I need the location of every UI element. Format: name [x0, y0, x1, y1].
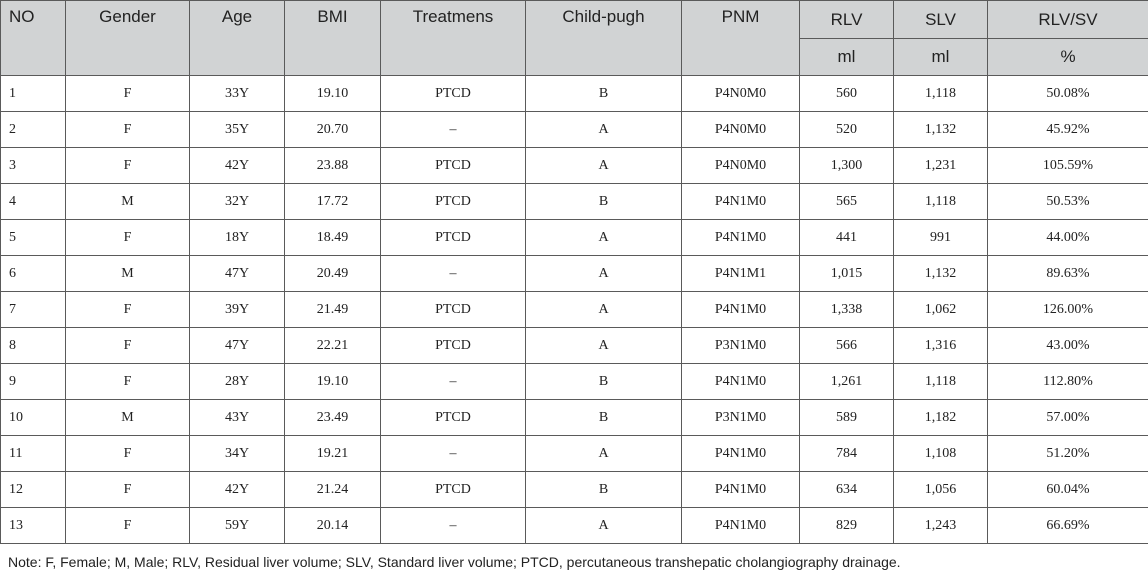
cell-slv: 1,132: [894, 112, 988, 148]
cell-slv: 1,056: [894, 472, 988, 508]
cell-treatment: PTCD: [381, 400, 526, 436]
cell-rlv-sv: 105.59%: [988, 148, 1148, 184]
cell-rlv-sv: 112.80%: [988, 364, 1148, 400]
table-footnote: Note: F, Female; M, Male; RLV, Residual liver volume; SLV, Standard liver volume; PTCD, percutaneous transhepatic cholangiography drainage.: [8, 554, 901, 570]
cell-rlv: 589: [800, 400, 894, 436]
table-row: [1, 112, 1148, 148]
cell-bmi: 22.21: [285, 328, 381, 364]
table-row: [1, 220, 1148, 256]
table-row: [1, 436, 1148, 472]
cell-age: 39Y: [190, 292, 285, 328]
header-pnm: PNM: [682, 1, 800, 76]
cell-rlv-sv: 50.08%: [988, 76, 1148, 112]
cell-rlv: 1,338: [800, 292, 894, 328]
cell-bmi: 23.49: [285, 400, 381, 436]
table-row: [1, 508, 1148, 544]
cell-treatment: –: [381, 112, 526, 148]
cell-rlv: 565: [800, 184, 894, 220]
cell-age: 34Y: [190, 436, 285, 472]
cell-bmi: 19.10: [285, 364, 381, 400]
cell-bmi: 20.49: [285, 256, 381, 292]
cell-bmi: 18.49: [285, 220, 381, 256]
cell-rlv: 634: [800, 472, 894, 508]
cell-bmi: 20.70: [285, 112, 381, 148]
table-row: [1, 184, 1148, 220]
cell-treatment: –: [381, 256, 526, 292]
cell-child-pugh: B: [526, 400, 682, 436]
cell-gender: F: [66, 76, 190, 112]
cell-pnm: P4N1M0: [682, 472, 800, 508]
cell-bmi: 23.88: [285, 148, 381, 184]
cell-rlv-sv: 43.00%: [988, 328, 1148, 364]
cell-treatment: PTCD: [381, 76, 526, 112]
cell-treatment: –: [381, 508, 526, 544]
header-rlv-sv: RLV/SV: [988, 1, 1148, 39]
cell-treatment: PTCD: [381, 292, 526, 328]
header-treatments: Treatmens: [381, 1, 526, 76]
cell-no: 1: [1, 76, 66, 112]
cell-gender: F: [66, 436, 190, 472]
cell-slv: 1,132: [894, 256, 988, 292]
cell-rlv: 1,015: [800, 256, 894, 292]
cell-child-pugh: B: [526, 184, 682, 220]
cell-bmi: 21.49: [285, 292, 381, 328]
cell-bmi: 20.14: [285, 508, 381, 544]
cell-age: 42Y: [190, 148, 285, 184]
cell-child-pugh: A: [526, 112, 682, 148]
cell-gender: F: [66, 508, 190, 544]
cell-no: 10: [1, 400, 66, 436]
table-row: [1, 76, 1148, 112]
cell-no: 13: [1, 508, 66, 544]
header-bmi: BMI: [285, 1, 381, 76]
cell-rlv: 784: [800, 436, 894, 472]
cell-child-pugh: A: [526, 256, 682, 292]
cell-rlv-sv: 89.63%: [988, 256, 1148, 292]
cell-rlv: 1,300: [800, 148, 894, 184]
table-row: [1, 364, 1148, 400]
cell-rlv-sv: 57.00%: [988, 400, 1148, 436]
unit-rlv-sv: %: [988, 39, 1148, 76]
cell-child-pugh: A: [526, 148, 682, 184]
cell-no: 8: [1, 328, 66, 364]
cell-bmi: 19.21: [285, 436, 381, 472]
cell-gender: F: [66, 472, 190, 508]
cell-child-pugh: B: [526, 472, 682, 508]
cell-no: 4: [1, 184, 66, 220]
cell-rlv-sv: 50.53%: [988, 184, 1148, 220]
cell-pnm: P4N1M0: [682, 184, 800, 220]
cell-treatment: PTCD: [381, 184, 526, 220]
cell-gender: F: [66, 112, 190, 148]
cell-rlv: 566: [800, 328, 894, 364]
header-age: Age: [190, 1, 285, 76]
cell-child-pugh: B: [526, 76, 682, 112]
cell-pnm: P4N0M0: [682, 148, 800, 184]
cell-slv: 1,231: [894, 148, 988, 184]
cell-age: 43Y: [190, 400, 285, 436]
cell-no: 11: [1, 436, 66, 472]
cell-no: 6: [1, 256, 66, 292]
cell-gender: F: [66, 292, 190, 328]
cell-age: 18Y: [190, 220, 285, 256]
cell-rlv: 1,261: [800, 364, 894, 400]
cell-child-pugh: A: [526, 292, 682, 328]
cell-pnm: P4N1M0: [682, 436, 800, 472]
cell-gender: M: [66, 256, 190, 292]
cell-rlv: 560: [800, 76, 894, 112]
cell-slv: 1,062: [894, 292, 988, 328]
cell-slv: 1,118: [894, 76, 988, 112]
cell-age: 47Y: [190, 328, 285, 364]
header-rlv: RLV: [800, 1, 894, 39]
cell-age: 59Y: [190, 508, 285, 544]
cell-no: 5: [1, 220, 66, 256]
cell-pnm: P4N1M0: [682, 220, 800, 256]
cell-slv: 1,316: [894, 328, 988, 364]
header-row: [1, 1, 1148, 39]
cell-no: 12: [1, 472, 66, 508]
cell-rlv: 829: [800, 508, 894, 544]
header-slv: SLV: [894, 1, 988, 39]
cell-slv: 1,108: [894, 436, 988, 472]
cell-gender: M: [66, 400, 190, 436]
cell-bmi: 17.72: [285, 184, 381, 220]
table-row: [1, 328, 1148, 364]
cell-pnm: P3N1M0: [682, 328, 800, 364]
cell-rlv: 441: [800, 220, 894, 256]
header-gender: Gender: [66, 1, 190, 76]
cell-pnm: P3N1M0: [682, 400, 800, 436]
cell-slv: 1,118: [894, 184, 988, 220]
table-header: [1, 1, 1148, 76]
table-row: [1, 256, 1148, 292]
cell-pnm: P4N1M0: [682, 364, 800, 400]
cell-treatment: PTCD: [381, 328, 526, 364]
cell-child-pugh: A: [526, 328, 682, 364]
table-row: [1, 292, 1148, 328]
cell-no: 2: [1, 112, 66, 148]
cell-slv: 1,118: [894, 364, 988, 400]
unit-rlv: ml: [800, 39, 894, 76]
table-row: [1, 148, 1148, 184]
cell-age: 32Y: [190, 184, 285, 220]
cell-treatment: PTCD: [381, 148, 526, 184]
cell-rlv-sv: 126.00%: [988, 292, 1148, 328]
cell-bmi: 19.10: [285, 76, 381, 112]
table-row: [1, 400, 1148, 436]
cell-treatment: PTCD: [381, 472, 526, 508]
cell-rlv-sv: 45.92%: [988, 112, 1148, 148]
cell-slv: 1,182: [894, 400, 988, 436]
cell-age: 33Y: [190, 76, 285, 112]
cell-rlv-sv: 66.69%: [988, 508, 1148, 544]
cell-no: 3: [1, 148, 66, 184]
unit-slv: ml: [894, 39, 988, 76]
cell-age: 28Y: [190, 364, 285, 400]
cell-age: 47Y: [190, 256, 285, 292]
header-child-pugh: Child-pugh: [526, 1, 682, 76]
cell-rlv-sv: 60.04%: [988, 472, 1148, 508]
cell-pnm: P4N1M0: [682, 508, 800, 544]
table-body: [1, 76, 1148, 544]
cell-child-pugh: A: [526, 436, 682, 472]
cell-rlv: 520: [800, 112, 894, 148]
cell-rlv-sv: 51.20%: [988, 436, 1148, 472]
cell-child-pugh: A: [526, 508, 682, 544]
cell-no: 9: [1, 364, 66, 400]
header-no: NO: [1, 1, 66, 76]
cell-gender: F: [66, 148, 190, 184]
cell-rlv-sv: 44.00%: [988, 220, 1148, 256]
cell-bmi: 21.24: [285, 472, 381, 508]
cell-pnm: P4N1M0: [682, 292, 800, 328]
cell-gender: F: [66, 364, 190, 400]
cell-treatment: –: [381, 364, 526, 400]
cell-child-pugh: A: [526, 220, 682, 256]
table-row: [1, 472, 1148, 508]
cell-child-pugh: B: [526, 364, 682, 400]
cell-slv: 1,243: [894, 508, 988, 544]
cell-age: 35Y: [190, 112, 285, 148]
cell-gender: F: [66, 328, 190, 364]
cell-pnm: P4N0M0: [682, 112, 800, 148]
cell-slv: 991: [894, 220, 988, 256]
cell-treatment: PTCD: [381, 220, 526, 256]
cell-gender: M: [66, 184, 190, 220]
cell-pnm: P4N0M0: [682, 76, 800, 112]
cell-age: 42Y: [190, 472, 285, 508]
cell-no: 7: [1, 292, 66, 328]
cell-gender: F: [66, 220, 190, 256]
cell-pnm: P4N1M1: [682, 256, 800, 292]
cell-treatment: –: [381, 436, 526, 472]
